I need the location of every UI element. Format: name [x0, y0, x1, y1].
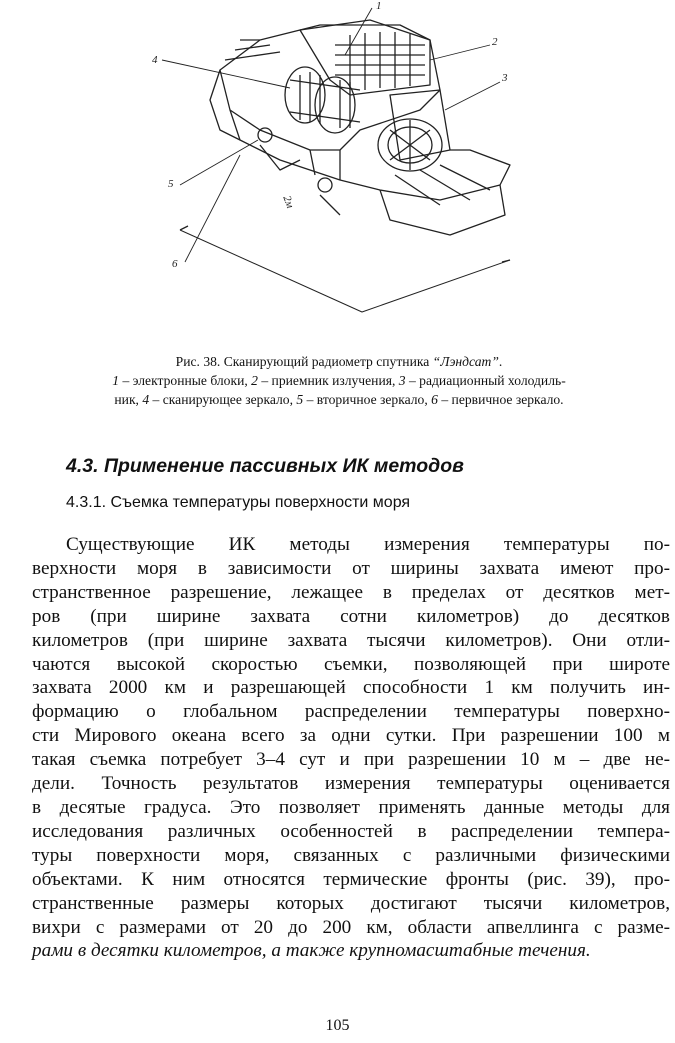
- body-line: такая съемка потребует 3–4 сут и при разрешении 10 м – две не-: [32, 749, 670, 771]
- callout-5: 5: [168, 178, 174, 190]
- legend-text-3: – радиационный холодиль-: [405, 373, 566, 388]
- legend-num-1: 1: [112, 373, 120, 388]
- body-line: километров (при ширине захвата тысячи километров). Они отли-: [32, 629, 670, 651]
- legend-num-6: 6: [431, 392, 438, 407]
- body-line: захвата 2000 км и разрешающей способности 1 км получить ин-: [32, 677, 670, 699]
- body-line: сти Мирового океана всего за одни сутки. При разрешении 100 м: [32, 725, 670, 747]
- legend-text-3b: ник,: [114, 392, 143, 407]
- body-line: объектами. К ним относятся термические фронты (рис. 39), про-: [32, 868, 670, 890]
- caption-legend: [14, 371, 664, 409]
- figure-caption: [14, 352, 664, 409]
- body-line: в десятые градуса. Это позволяет применять данные методы для: [32, 796, 670, 818]
- body-line: вихри с размерами от 20 до 200 км, области апвеллинга с разме-: [32, 916, 670, 938]
- legend-text-4: – сканирующее зеркало,: [149, 392, 297, 407]
- subsection-heading: 4.3.1. Съемка температуры поверхности моря: [66, 494, 411, 511]
- body-paragraph: [32, 533, 670, 963]
- caption-satellite-name: “Лэндсат”: [432, 354, 499, 369]
- caption-title-suffix: .: [498, 354, 503, 369]
- dimension-label: 2м: [280, 194, 297, 210]
- legend-num-2: 2: [251, 373, 258, 388]
- legend-text-6: – первичное зеркало.: [437, 392, 564, 407]
- body-line: формацию о глобальном распределении температуры поверхно-: [32, 701, 670, 723]
- legend-text-1: – электронные блоки,: [119, 373, 252, 388]
- body-line: странственные размеры которых достигают тысячи километров,: [32, 892, 670, 914]
- caption-title: [14, 352, 664, 371]
- body-line: чаются высокой скоростью съемки, позволяющей при широте: [32, 653, 670, 675]
- body-line-italic: [32, 939, 670, 963]
- caption-title-prefix: Рис. 38. Сканирующий радиометр спутника: [175, 354, 433, 369]
- body-line: туры поверхности моря, связанных с различными физическими: [32, 844, 670, 866]
- callout-2: 2: [492, 36, 498, 48]
- legend-text-2: – приемник излучения,: [257, 373, 399, 388]
- callout-4: 4: [152, 54, 158, 66]
- body-line: исследования различных особенностей в распределении темпера-: [32, 820, 670, 842]
- body-line: дели. Точность результатов измерения температуры оценивается: [32, 773, 670, 795]
- callout-1: 1: [376, 0, 382, 12]
- radiometer-drawing: [140, 0, 540, 335]
- body-line: ров (при ширине захвата сотни километров) до десятков: [32, 605, 670, 627]
- section-heading: 4.3. Применение пассивных ИК методов: [66, 455, 464, 477]
- body-italic-text: рами в десятки километров, а также крупномасштабные течения.: [32, 940, 591, 962]
- body-line: Существующие ИК методы измерения температуры по-: [66, 534, 670, 555]
- legend-num-4: 4: [142, 392, 150, 407]
- callout-6: 6: [172, 258, 178, 270]
- legend-num-3: 3: [398, 373, 406, 388]
- page-number: 105: [325, 1017, 350, 1034]
- radiometer-figure: [140, 0, 540, 335]
- callout-3: 3: [502, 72, 508, 84]
- legend-num-5: 5: [296, 392, 304, 407]
- body-line: верхности моря в зависимости от ширины захвата имеют про-: [32, 557, 670, 579]
- legend-text-5: – вторичное зеркало,: [303, 392, 432, 407]
- body-line: странственное разрешение, лежащее в пределах от десятков мет-: [32, 581, 670, 603]
